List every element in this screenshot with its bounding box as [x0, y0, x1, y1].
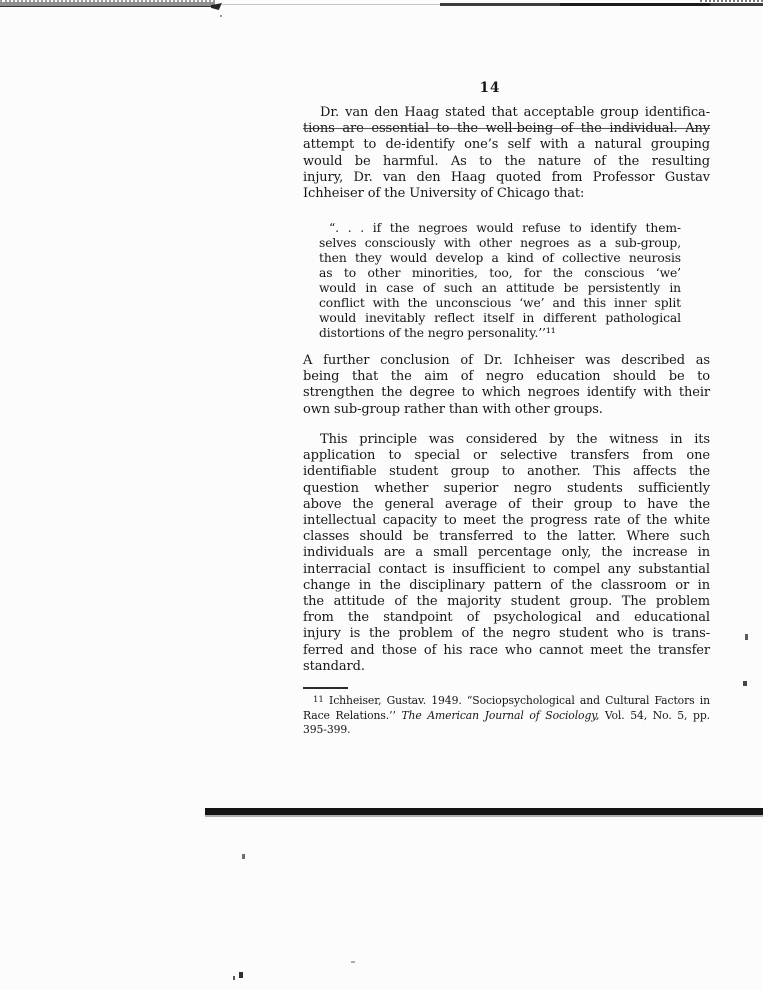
scan-artifact-speck: [745, 634, 748, 640]
text-line: “. . . if the negroes would refuse to identify them-: [329, 221, 681, 235]
paragraph-3: [303, 432, 710, 675]
text-line: tions are essential to the well-being of the individual. Any: [303, 121, 710, 137]
text-line: Ichheiser of the University of Chicago that:: [303, 186, 585, 202]
text-line: change in the disciplinary pattern of the classroom or in: [303, 577, 710, 593]
scan-artifact-dot: [220, 15, 222, 17]
text-line: classes should be transferred to the latter. Where such: [303, 529, 710, 545]
text-line: A further conclusion of Dr. Ichheiser was described as: [303, 353, 710, 368]
text-line: question whether superior negro students sufficiently: [303, 480, 710, 496]
footnote-separator: [303, 687, 348, 689]
footnote-line: [303, 693, 710, 709]
scan-artifact-top-speckle: [0, 0, 215, 4]
blockquote: [319, 221, 681, 341]
text-line: would inevitably reflect itself in different pathological: [319, 311, 681, 325]
scan-artifact-bar-fuzz: [205, 815, 763, 817]
text-line: would be harmful. As to the nature of the resulting: [303, 153, 710, 169]
scan-artifact-black-bar: [205, 808, 763, 815]
scan-artifact-speck: [233, 976, 235, 980]
text-line: then they would develop a kind of collective neurosis: [319, 251, 681, 265]
text-line: attempt to de-identify one’s self with a natural grouping: [303, 137, 710, 153]
paragraph-2: [303, 353, 710, 418]
scan-artifact-corner-specks: [700, 0, 763, 5]
footnote: [303, 693, 710, 738]
scan-artifact-speck: [239, 972, 243, 978]
footnote-line: 395-399.: [303, 723, 351, 737]
scan-artifact-speck: [351, 961, 355, 963]
text-line: own sub-group rather than with other groups.: [303, 401, 603, 417]
footnote-text: Ichheiser, Gustav. 1949. “Sociopsychological and Cultural Factors in: [323, 694, 710, 707]
text-line: above the general average of their group to have the: [303, 496, 710, 512]
text-line: distortions of the negro personality.’’¹¹: [319, 326, 556, 340]
text-line: would in case of such an attitude be persistently in: [319, 281, 681, 295]
footnote-line: [303, 709, 710, 724]
footnote-text: Vol. 54, No. 5, pp.: [604, 708, 710, 722]
text-line: the attitude of the majority student group. The problem: [303, 594, 710, 610]
footnote-text: Race Relations.’’: [303, 708, 396, 722]
text-line: Dr. van den Haag stated that acceptable group identifica-: [320, 105, 710, 120]
footnote-marker: 11: [313, 695, 324, 705]
scan-artifact-top-line-dark: [560, 3, 710, 6]
text-line: as to other minorities, too, for the conscious ‘we’: [319, 266, 681, 280]
scan-artifact-speck: [743, 681, 747, 686]
text-line: standard.: [303, 658, 365, 674]
text-line: application to special or selective transfers from one: [303, 448, 710, 464]
text-line: This principle was considered by the witness in its: [320, 432, 710, 447]
text-line: selves consciously with other negroes as a sub-group,: [319, 236, 681, 250]
footnote-journal-title: The American Journal of Sociology,: [401, 708, 600, 722]
text-line: interracial contact is insufficient to compel any substantial: [303, 561, 710, 577]
text-line: injury, Dr. van den Haag quoted from Professor Gustav: [303, 169, 710, 185]
text-line: intellectual capacity to meet the progress rate of the white: [303, 513, 710, 529]
scan-artifact-speck: [242, 854, 245, 859]
text-line: strengthen the degree to which negroes identify with their: [303, 385, 710, 401]
text-line: ferred and those of his race who cannot meet the transfer: [303, 642, 710, 658]
scan-artifact-top-line: [222, 4, 440, 5]
page-number: 14: [479, 80, 501, 96]
text-line: identifiable student group to another. This affects the: [303, 464, 710, 480]
text-line: injury is the problem of the negro student who is trans-: [303, 626, 710, 642]
text-line: being that the aim of negro education should be to: [303, 369, 710, 385]
text-line: conflict with the unconscious ‘we’ and this inner split: [319, 296, 681, 310]
text-line: from the standpoint of psychological and educational: [303, 610, 710, 626]
text-line: individuals are a small percentage only, the increase in: [303, 545, 710, 561]
paragraph-1: [303, 105, 710, 202]
